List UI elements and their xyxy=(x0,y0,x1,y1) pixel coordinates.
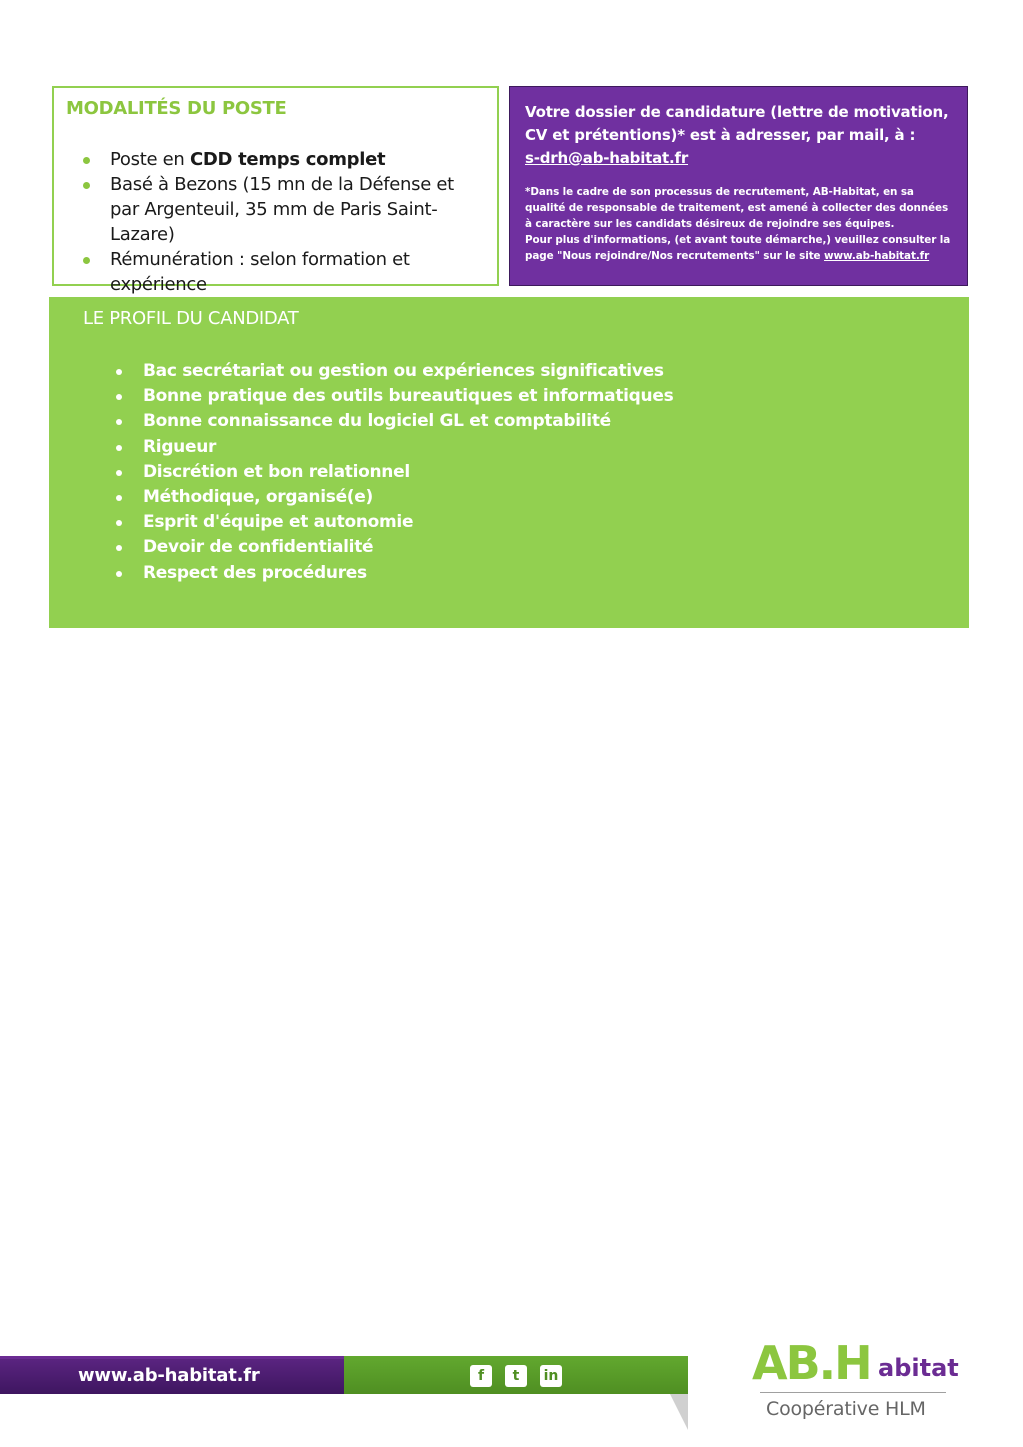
modalites-title: MODALITÉS DU POSTE xyxy=(66,98,287,119)
candidature-text: Votre dossier de candidature (lettre de motivation, CV et prétentions)* est à adresser, par mail, à : s-drh@ab-habitat.fr xyxy=(525,101,953,170)
profil-box xyxy=(49,297,969,628)
email-link[interactable]: s-drh@ab-habitat.fr xyxy=(525,149,689,167)
footer-url[interactable]: www.ab-habitat.fr xyxy=(78,1365,260,1386)
ab-habitat-logo xyxy=(752,1336,959,1435)
list-item: Rémunération : selon formation et expérience xyxy=(66,247,485,297)
list-item: Méthodique, organisé(e) xyxy=(83,485,935,510)
list-item: Bonne connaissance du logiciel GL et comptabilité xyxy=(83,409,935,434)
list-item: Discrétion et bon relationnel xyxy=(83,460,935,485)
list-item: Esprit d'équipe et autonomie xyxy=(83,510,935,535)
list-item: Bonne pratique des outils bureautiques et informatiques xyxy=(83,384,935,409)
footer-purple-band xyxy=(0,1356,344,1394)
modalites-box xyxy=(52,86,499,295)
logo-divider xyxy=(760,1392,946,1393)
list-item: Devoir de confidentialité xyxy=(83,535,935,560)
footer-shadow xyxy=(670,1394,688,1430)
modalites-list xyxy=(66,147,485,297)
privacy-note: *Dans le cadre de son processus de recrutement, AB-Habitat, en sa qualité de responsable de traitement, est amené à collecter des données à caractère sur les candidats désireux de rejoindre ses équipes. Pour plus d'informations, (et avant toute démarche,) veuillez consulter la page "Nous rejoindre/Nos recrutements" sur le site www.ab-habitat.fr xyxy=(525,186,951,262)
footer-bar xyxy=(0,1356,688,1394)
list-item: Rigueur xyxy=(83,435,935,460)
website-link[interactable]: www.ab-habitat.fr xyxy=(824,250,930,262)
contract-type: CDD temps complet xyxy=(189,149,386,170)
candidature-box xyxy=(509,86,968,286)
linkedin-icon[interactable]: in xyxy=(540,1365,562,1387)
logo-tagline: Coopérative HLM xyxy=(766,1398,926,1420)
logo-habitat-text: abitat xyxy=(878,1354,959,1382)
twitter-icon[interactable]: t xyxy=(505,1365,527,1387)
list-item: Poste en CDD temps complet xyxy=(66,147,485,172)
list-item: Basé à Bezons (15 mn de la Défense et par Argenteuil, 35 mm de Paris Saint-Lazare) xyxy=(66,172,485,247)
list-item: Respect des procédures xyxy=(83,561,935,586)
profil-list xyxy=(83,359,935,586)
logo-ab-text: AB.H xyxy=(752,1336,871,1390)
profil-title: LE PROFIL DU CANDIDAT xyxy=(83,308,299,329)
facebook-icon[interactable]: f xyxy=(470,1365,492,1387)
list-item: Bac secrétariat ou gestion ou expériences significatives xyxy=(83,359,935,384)
